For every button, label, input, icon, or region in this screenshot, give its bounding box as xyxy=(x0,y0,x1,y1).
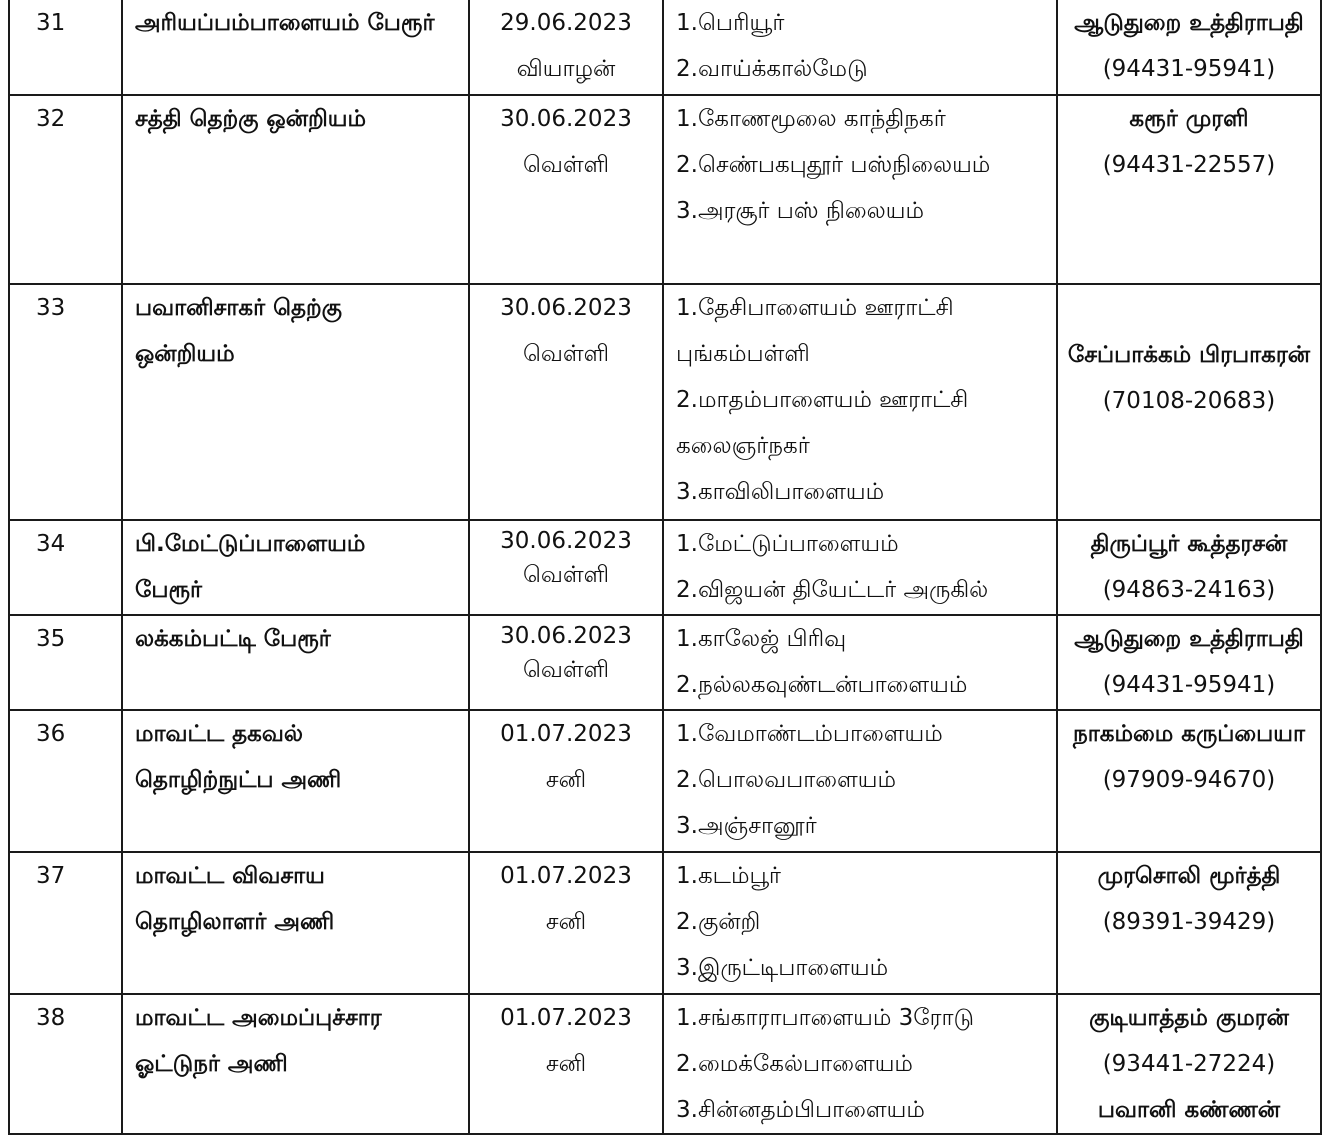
meeting-place: 1.காலேஜ் பிரிவு xyxy=(676,626,847,652)
serial-number-cell xyxy=(9,95,122,284)
area-name-line: ஒன்றியம் xyxy=(135,341,235,367)
meeting-day: வியாழன் xyxy=(516,56,616,82)
table-body xyxy=(9,0,1321,1134)
meeting-place: 1.கடம்பூர் xyxy=(676,863,781,889)
speaker-cell xyxy=(1057,615,1321,710)
meeting-place: 2.விஜயன் தியேட்டர் அருகில் xyxy=(676,577,989,603)
meeting-day: வெள்ளி xyxy=(522,152,610,178)
speaker-phone: (94863-24163) xyxy=(1102,577,1276,603)
places-cell xyxy=(663,95,1057,284)
table-row xyxy=(9,284,1321,520)
meeting-place: 1.கோணமூலை காந்திநகர் xyxy=(676,106,946,132)
places-cell xyxy=(663,710,1057,852)
speaker-name: முரசொலி மூர்த்தி xyxy=(1097,863,1281,889)
meeting-date: 30.06.2023 xyxy=(500,623,632,649)
area-name-line: அரியப்பம்பாளையம் பேரூர் xyxy=(135,10,435,36)
places-cell xyxy=(663,994,1057,1134)
table-row xyxy=(9,852,1321,994)
table-row xyxy=(9,994,1321,1134)
speaker-phone: (94431-95941) xyxy=(1102,672,1276,698)
speaker-phone: (93441-27224) xyxy=(1102,1051,1276,1077)
area-cell xyxy=(122,615,469,710)
area-name-line: சத்தி தெற்கு ஒன்றியம் xyxy=(135,106,367,132)
meeting-place: 2.செண்பகபுதூர் பஸ்நிலையம் xyxy=(676,152,991,178)
date-cell xyxy=(469,852,663,994)
meeting-place: 1.சங்காராபாளையம் 3ரோடு xyxy=(676,1005,975,1031)
speaker-name: சேப்பாக்கம் பிரபாகரன் xyxy=(1067,342,1311,368)
meeting-place: 3.அஞ்சானூர் xyxy=(676,813,817,839)
meeting-place: 2.மைக்கேல்பாளையம் xyxy=(676,1051,913,1077)
speaker-cell xyxy=(1057,520,1321,615)
date-cell xyxy=(469,0,663,95)
speaker-cell xyxy=(1057,994,1321,1134)
speaker-name: குடியாத்தம் குமரன் xyxy=(1089,1005,1289,1031)
date-cell xyxy=(469,994,663,1134)
meeting-place: 3.காவிலிபாளையம் xyxy=(676,479,885,505)
serial-number: 31 xyxy=(36,10,66,36)
places-cell xyxy=(663,284,1057,520)
meeting-date: 30.06.2023 xyxy=(500,295,632,321)
speaker-name: நாகம்மை கருப்பையா xyxy=(1072,721,1306,747)
meeting-place: புங்கம்பள்ளி xyxy=(676,341,810,367)
meeting-place: 3.இருட்டிபாளையம் xyxy=(676,955,889,981)
meeting-place: 1.வேமாண்டம்பாளையம் xyxy=(676,721,943,747)
speaker-phone: (94431-95941) xyxy=(1102,56,1276,82)
table-row xyxy=(9,615,1321,710)
area-name-line: ஓட்டுநர் அணி xyxy=(135,1051,288,1077)
meeting-day: வெள்ளி xyxy=(522,562,610,588)
speaker-phone: (94431-22557) xyxy=(1102,152,1276,178)
area-name-line: பேரூர் xyxy=(135,577,203,603)
meeting-place: 2.வாய்க்கால்மேடு xyxy=(676,56,868,82)
serial-number-cell xyxy=(9,284,122,520)
area-name-line: மாவட்ட அமைப்புச்சார xyxy=(135,1005,382,1031)
serial-number: 34 xyxy=(36,531,66,557)
serial-number: 37 xyxy=(36,863,66,889)
places-cell xyxy=(663,0,1057,95)
meeting-place: 1.பெரியூர் xyxy=(676,10,785,36)
meeting-day: சனி xyxy=(545,767,587,793)
speaker-name: ஆடுதுறை உத்திராபதி xyxy=(1074,626,1304,652)
speaker-name: பவானி கண்ணன் xyxy=(1097,1097,1281,1123)
meeting-place: 3.அரசூர் பஸ் நிலையம் xyxy=(676,198,924,224)
meeting-place: 1.தேசிபாளையம் ஊராட்சி xyxy=(676,295,954,321)
meeting-day: சனி xyxy=(545,1051,587,1077)
meeting-place: கலைஞர்நகர் xyxy=(676,433,810,459)
speaker-cell xyxy=(1057,0,1321,95)
speaker-name: கரூர் முரளி xyxy=(1129,106,1249,132)
speaker-cell xyxy=(1057,95,1321,284)
meeting-place: 3.சின்னதம்பிபாளையம் xyxy=(676,1097,925,1123)
speaker-phone: (97909-94670) xyxy=(1102,767,1276,793)
area-cell xyxy=(122,852,469,994)
area-name-line: தொழிற்நுட்ப அணி xyxy=(135,767,342,793)
date-cell xyxy=(469,615,663,710)
serial-number: 38 xyxy=(36,1005,66,1031)
meeting-place: 1.மேட்டுப்பாளையம் xyxy=(676,531,899,557)
serial-number: 35 xyxy=(36,626,66,652)
speaker-phone: (89391-39429) xyxy=(1102,909,1276,935)
meeting-date: 30.06.2023 xyxy=(500,528,632,554)
table-row xyxy=(9,520,1321,615)
meeting-schedule-table xyxy=(8,0,1322,1135)
serial-number: 32 xyxy=(36,106,66,132)
area-name-line: பி.மேட்டுப்பாளையம் xyxy=(135,531,366,557)
area-name-line: லக்கம்பட்டி பேரூர் xyxy=(135,626,331,652)
meeting-date: 29.06.2023 xyxy=(500,10,632,36)
meeting-date: 01.07.2023 xyxy=(500,863,632,889)
meeting-day: வெள்ளி xyxy=(522,657,610,683)
area-name-line: மாவட்ட விவசாய xyxy=(135,863,325,889)
meeting-day: வெள்ளி xyxy=(522,341,610,367)
meeting-place: 2.குன்றி xyxy=(676,909,761,935)
places-cell xyxy=(663,520,1057,615)
area-cell xyxy=(122,284,469,520)
serial-number-cell xyxy=(9,994,122,1134)
meeting-date: 01.07.2023 xyxy=(500,721,632,747)
area-name-line: மாவட்ட தகவல் xyxy=(135,721,303,747)
serial-number-cell xyxy=(9,710,122,852)
speaker-cell xyxy=(1057,852,1321,994)
area-cell xyxy=(122,710,469,852)
speaker-cell xyxy=(1057,284,1321,520)
serial-number: 33 xyxy=(36,295,66,321)
serial-number-cell xyxy=(9,852,122,994)
meeting-place: 2.நல்லகவுண்டன்பாளையம் xyxy=(676,672,968,698)
meeting-date: 01.07.2023 xyxy=(500,1005,632,1031)
area-cell xyxy=(122,520,469,615)
area-cell xyxy=(122,994,469,1134)
date-cell xyxy=(469,284,663,520)
area-cell xyxy=(122,0,469,95)
table-row xyxy=(9,95,1321,284)
table-row xyxy=(9,0,1321,95)
date-cell xyxy=(469,520,663,615)
serial-number-cell xyxy=(9,520,122,615)
serial-number: 36 xyxy=(36,721,66,747)
area-cell xyxy=(122,95,469,284)
date-cell xyxy=(469,710,663,852)
meeting-day: சனி xyxy=(545,909,587,935)
speaker-cell xyxy=(1057,710,1321,852)
meeting-date: 30.06.2023 xyxy=(500,106,632,132)
speaker-name: ஆடுதுறை உத்திராபதி xyxy=(1074,10,1304,36)
area-name-line: பவானிசாகர் தெற்கு xyxy=(135,295,342,321)
date-cell xyxy=(469,95,663,284)
speaker-name: திருப்பூர் கூத்தரசன் xyxy=(1090,531,1288,557)
serial-number-cell xyxy=(9,615,122,710)
places-cell xyxy=(663,852,1057,994)
speaker-phone: (70108-20683) xyxy=(1102,388,1276,414)
table-row xyxy=(9,710,1321,852)
places-cell xyxy=(663,615,1057,710)
meeting-place: 2.மாதம்பாளையம் ஊராட்சி xyxy=(676,387,969,413)
meeting-place: 2.பொலவபாளையம் xyxy=(676,767,896,793)
area-name-line: தொழிலாளர் அணி xyxy=(135,909,335,935)
serial-number-cell xyxy=(9,0,122,95)
